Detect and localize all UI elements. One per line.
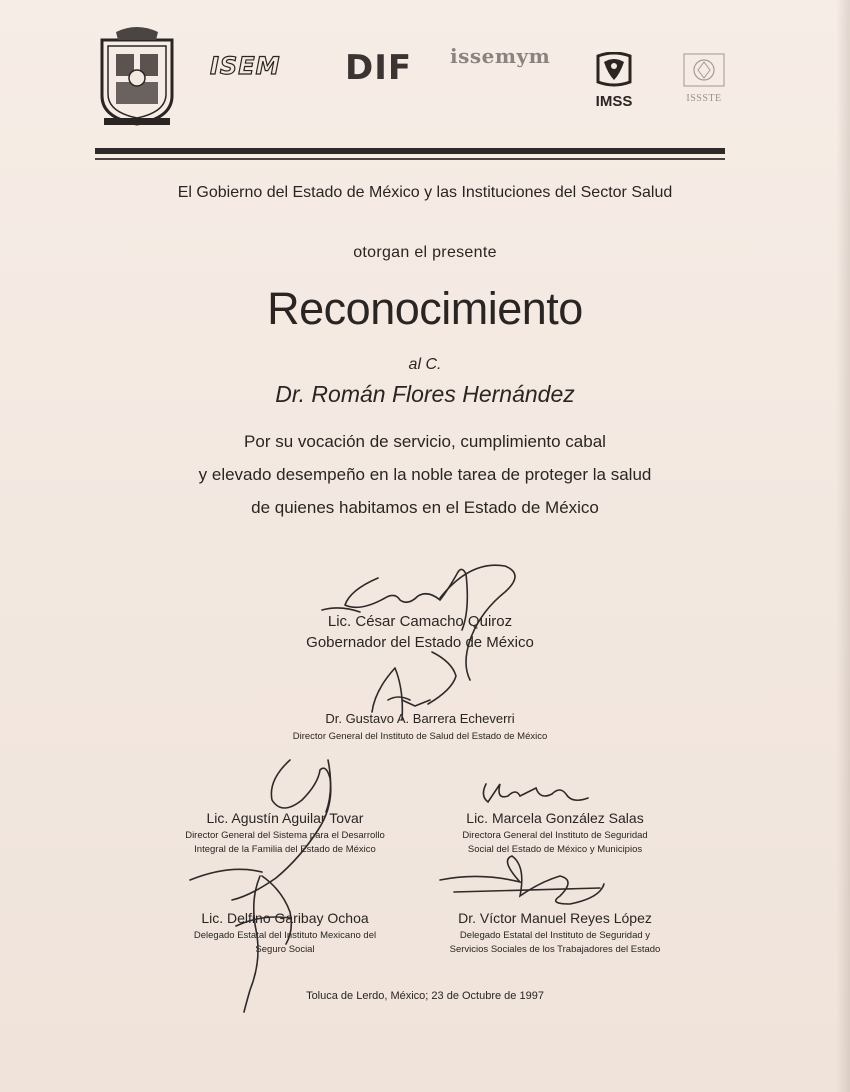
issemym-logo: issemym [450,44,551,68]
signatory-role: Director General del Instituto de Salud del Estado de México [292,731,548,742]
signatory-name: Lic. Agustín Aguilar Tovar [206,810,364,826]
imss-logo [588,52,640,110]
signatory-role-line-1: Director General del Sistema para el Desarrollo [185,830,385,841]
signatory-name: Dr. Gustavo A. Barrera Echeverri [325,711,515,726]
grant-line: otorgan el presente [353,244,497,261]
signature-block-barrera [250,711,590,744]
isem-logo: ISEM [210,52,281,80]
reason-line-1: Por su vocación de servicio, cumplimiento cabal [244,432,606,451]
honoree-name: Dr. Román Flores Hernández [275,381,575,407]
signatory-role-line-2: Seguro Social [255,944,315,955]
signature-block-aguilar [150,810,420,857]
signatory-role-line-2: Social del Estado de México y Municipios [467,844,643,855]
issste-emblem-icon [682,52,726,88]
imss-logo-text: IMSS [595,93,633,110]
signatory-role-line-1: Delegado Estatal del Instituto de Seguridad y [459,930,651,941]
intro-line: El Gobierno del Estado de México y las Instituciones del Sector Salud [177,184,673,201]
paper-edge-shadow [836,0,850,1092]
reason-line-3: de quienes habitamos en el Estado de México [251,498,599,517]
certificate-title: Reconocimiento [267,283,583,334]
signatory-name: Dr. Víctor Manuel Reyes López [458,910,652,926]
header-rule-thin [95,158,725,160]
addressee-prefix: al C. [408,356,442,373]
recognition-reason [0,425,850,524]
signatory-role-line-1: Directora General del Instituto de Seguridad [462,830,648,841]
issste-logo [680,52,728,104]
signatory-role-line-2: Servicios Sociales de los Trabajadores del Estado [449,944,661,955]
place-and-date: Toluca de Lerdo, México; 23 de Octubre de 1997 [306,990,544,1002]
signatory-name: Lic. Marcela González Salas [466,810,644,826]
signatory-name: Lic. Delfino Garibay Ochoa [201,910,369,926]
signature-block-gonzalez [420,810,690,857]
estado-de-mexico-coat-of-arms [96,26,178,126]
signatory-role-line-1: Delegado Estatal del Instituto Mexicano del [193,930,377,941]
issste-logo-text: ISSSTE [686,93,722,104]
signatory-role: Gobernador del Estado de México [306,634,534,651]
reason-line-2: y elevado desempeño en la noble tarea de proteger la salud [198,465,652,484]
signature-block-camacho [250,613,590,651]
signatory-name: Lic. César Camacho Quiroz [327,613,513,630]
signature-block-reyes [420,910,690,957]
header-rule-thick [95,148,725,154]
imss-eagle-icon [594,52,634,88]
dif-logo: DIF [345,48,413,88]
signatory-role-line-2: Integral de la Familia del Estado de México [194,844,376,855]
signature-block-garibay [150,910,420,957]
